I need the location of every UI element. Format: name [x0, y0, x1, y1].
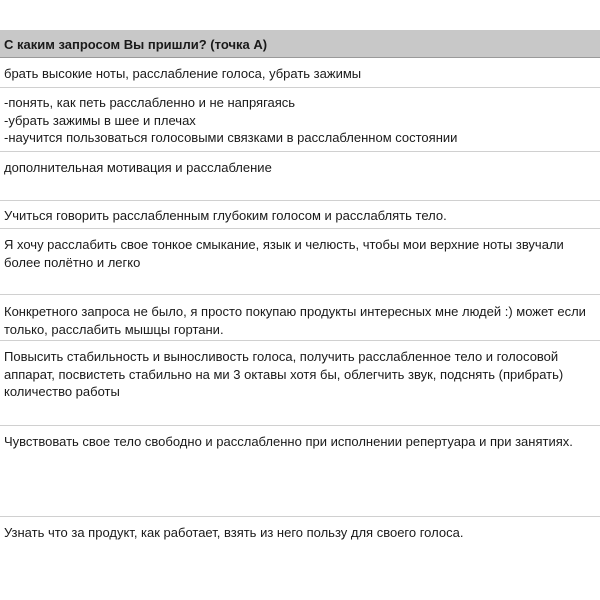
- response-cell[interactable]: Я хочу расслабить свое тонкое смыкание, язык и челюсть, чтобы мои верхние ноты звучали более полётно и легко: [0, 229, 600, 295]
- response-cell[interactable]: Учиться говорить расслабленным глубоким голосом и расслаблять тело.: [0, 201, 600, 229]
- response-cell[interactable]: Узнать что за продукт, как работает, взять из него пользу для своего голоса.: [4, 525, 464, 540]
- response-cell[interactable]: брать высокие ноты, расслабление голоса, убрать зажимы: [0, 58, 600, 88]
- response-cell[interactable]: Конкретного запроса не было, я просто покупаю продукты интересных мне людей :) может если только, расслабить мышцы гортани.: [0, 295, 600, 341]
- response-cell[interactable]: -понять, как петь расслабленно и не напрягаясь -убрать зажимы в шее и плечах -научится пользоваться голосовыми связками в расслабленном состоянии: [0, 88, 600, 152]
- response-cell[interactable]: Чувствовать свое тело свободно и расслабленно при исполнении репертуара и при занятиях.: [0, 426, 600, 517]
- column-header[interactable]: С каким запросом Вы пришли? (точка А): [0, 30, 600, 58]
- response-cell[interactable]: дополнительная мотивация и расслабление: [0, 152, 600, 201]
- response-cell[interactable]: Повысить стабильность и выносливость голоса, получить расслабленное тело и голосовой аппарат, посвистеть стабильно на ми 3 октавы хотя бы, облегчить звук, подснять (прибрать) количество работы: [0, 341, 600, 426]
